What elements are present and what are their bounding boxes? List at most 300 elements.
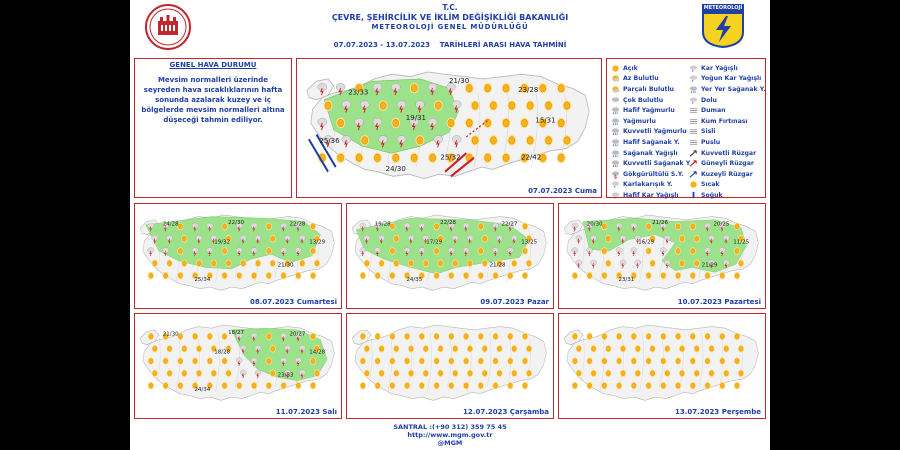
legend-item (689, 190, 766, 201)
sun-icon (705, 382, 711, 390)
sun-icon (310, 382, 316, 390)
sun-icon (719, 272, 725, 280)
smoke-icon (689, 106, 698, 115)
sun-icon (690, 272, 696, 280)
legend-label: Yer Yer Sağanak Y. (701, 85, 766, 93)
sun-icon (660, 272, 666, 280)
sun-icon (423, 345, 429, 353)
sun-icon (148, 357, 154, 365)
sun-icon (375, 382, 381, 390)
sun-icon (281, 272, 287, 280)
sun-icon (463, 382, 469, 390)
sun-icon (587, 272, 593, 280)
legend-label: Kuvvetli Rüzgar (701, 149, 757, 157)
sun-icon (266, 223, 272, 231)
general-weather-title: GENEL HAVA DURUMU (169, 61, 257, 69)
sandstorm-icon (689, 117, 698, 126)
sun-icon (646, 223, 652, 231)
temperature-label: 16/29 (638, 239, 655, 246)
legend-item (689, 116, 766, 127)
sun-icon (270, 370, 276, 378)
legend-label: Dolu (701, 96, 717, 104)
sun-icon (434, 100, 443, 111)
footer-handle: @MGM (437, 439, 463, 447)
sun-icon (616, 357, 622, 365)
sun-icon (355, 152, 364, 163)
svg-text:*: * (691, 79, 694, 84)
sun-icon (601, 382, 607, 390)
sun-icon (502, 152, 511, 163)
sun-icon (408, 370, 414, 378)
legend-label: Kuvvetli Sağanak Y (623, 160, 691, 168)
sun-icon (478, 357, 484, 365)
sun-icon (734, 357, 740, 365)
sun-icon (167, 345, 173, 353)
legend-label: Güneyli Rüzgar (701, 160, 754, 168)
legend-label: Sağanak Yağışlı (623, 149, 678, 157)
sun-icon (419, 357, 425, 365)
sun-icon (576, 370, 582, 378)
temperature-label: 22/30 (228, 219, 244, 226)
sun-icon (152, 370, 158, 378)
sun-icon (675, 247, 681, 255)
sun-icon (646, 272, 652, 280)
sun-icon (483, 118, 492, 129)
sun-icon (734, 247, 740, 255)
legend-item (689, 63, 766, 74)
hail-icon (689, 96, 698, 105)
sun-icon (660, 357, 666, 365)
sun-icon (631, 357, 637, 365)
legend-item (689, 180, 766, 191)
sun-icon (493, 333, 499, 341)
forecast-map-day-6 (346, 313, 554, 419)
panel-date: 13.07.2023 Perşembe (674, 408, 761, 416)
sun-icon (694, 370, 700, 378)
header-directorate: METEOROLOJİ GENEL MÜDÜRLÜĞÜ (371, 23, 529, 31)
temperature-label: 11/25 (733, 239, 750, 246)
svg-text:*: * (613, 196, 616, 200)
sun-icon (364, 260, 370, 268)
sun-icon (434, 382, 440, 390)
sun-icon (255, 260, 261, 268)
sun-icon (360, 333, 366, 341)
temperature-label: 20/30 (586, 221, 603, 228)
scattered-shower-icon (689, 85, 698, 94)
sun-icon (620, 370, 626, 378)
temperature-label: 24/28 (162, 221, 179, 228)
sun-icon (404, 357, 410, 365)
sun-icon (310, 247, 316, 255)
legend-label: Karlakarışık Y. (623, 181, 673, 189)
sun-icon (719, 333, 725, 341)
sun-icon (393, 235, 399, 243)
panel-date: 07.07.2023 Cuma (528, 187, 597, 195)
sun-icon (364, 370, 370, 378)
legend-label: Yoğun Kar Yağışlı (701, 75, 762, 83)
sun-icon (226, 370, 232, 378)
sun-icon (438, 260, 444, 268)
sun-icon (690, 382, 696, 390)
sun-icon (675, 333, 681, 341)
sun-icon (478, 333, 484, 341)
panel-date: 09.07.2023 Pazar (480, 298, 549, 306)
temperature-label: 24/30 (385, 165, 406, 174)
temperature-label: 19/32 (214, 239, 231, 246)
sun-icon (360, 357, 366, 365)
sun-icon (690, 247, 696, 255)
sun-icon (393, 345, 399, 353)
sun-icon (563, 100, 572, 111)
sun-icon (646, 382, 652, 390)
legend-item (689, 127, 766, 138)
temperature-label: 25/34 (194, 277, 211, 284)
legend-label: Soğuk (701, 191, 723, 199)
sun-icon (679, 260, 685, 268)
sun-icon (719, 382, 725, 390)
sun-icon (419, 382, 425, 390)
temperature-label: 21/26 (652, 219, 668, 226)
sun-icon (511, 345, 517, 353)
rain-icon (611, 117, 620, 126)
legend-item (611, 63, 690, 74)
legend-box (606, 58, 766, 198)
temperature-label: 21/29 (701, 262, 718, 269)
general-weather-text: Mevsim normalleri üzerinde seyreden hava sıcaklıklarının hafta sonunda azalarak kuzey ve iç bölgelerde mevsim normalleri altına düşeceği tahmin ediliyor. (141, 76, 285, 124)
temperature-label: 21/30 (449, 76, 470, 85)
sun-icon (471, 100, 480, 111)
temperature-label: 22/42 (521, 153, 542, 162)
legend-item (611, 148, 690, 159)
sun-icon (572, 272, 578, 280)
sun-icon (605, 370, 611, 378)
sun-icon (489, 135, 498, 146)
sun-icon (526, 345, 532, 353)
sun-icon (452, 260, 458, 268)
sun-icon (163, 382, 169, 390)
sun-icon (207, 357, 213, 365)
sun-icon (434, 357, 440, 365)
sun-icon (391, 152, 400, 163)
sun-icon (177, 247, 183, 255)
sun-icon (163, 272, 169, 280)
legend-label: Parçalı Bulutlu (623, 85, 674, 93)
clear-sun-icon (611, 64, 620, 73)
svg-text:*: * (613, 185, 616, 190)
sun-icon (452, 345, 458, 353)
sun-icon (734, 272, 740, 280)
sun-icon (694, 260, 700, 268)
sun-icon (222, 333, 228, 341)
sun-icon (557, 152, 566, 163)
sun-icon (526, 370, 532, 378)
sun-icon (507, 272, 513, 280)
footer-phone: SANTRAL :(+90 312) 359 75 45 (393, 423, 507, 431)
sun-icon (448, 382, 454, 390)
sun-icon (467, 370, 473, 378)
sun-icon (310, 333, 316, 341)
sun-icon (379, 100, 388, 111)
sun-icon (478, 272, 484, 280)
sun-icon (434, 272, 440, 280)
sun-icon (423, 260, 429, 268)
sun-icon (266, 357, 272, 365)
sun-icon (148, 333, 154, 341)
sun-icon (522, 357, 528, 365)
legend-item (611, 95, 690, 106)
sun-icon (572, 333, 578, 341)
temperature-label: 18/28 (214, 349, 231, 356)
sun-icon (236, 382, 242, 390)
sun-icon (419, 333, 425, 341)
legend-label: Az Bulutlu (623, 75, 659, 83)
sun-icon (631, 382, 637, 390)
sun-icon (270, 235, 276, 243)
svg-text:*: * (691, 101, 694, 105)
sun-icon (738, 345, 744, 353)
legend-label: Kuzeyli Rüzgar (701, 170, 753, 178)
sun-icon (616, 382, 622, 390)
temperature-label: 19/31 (405, 114, 426, 123)
sun-icon (482, 260, 488, 268)
sun-icon (544, 100, 553, 111)
sun-icon (690, 223, 696, 231)
sun-icon (428, 152, 437, 163)
sun-icon (226, 260, 232, 268)
sun-icon (196, 260, 202, 268)
temperature-label: 22/27 (501, 221, 518, 228)
sun-icon (605, 260, 611, 268)
sun-icon (336, 118, 345, 129)
sun-icon (708, 345, 714, 353)
sun-icon (167, 260, 173, 268)
sun-icon (251, 382, 257, 390)
header-date-range: 07.07.2023 - 13.07.2023 (333, 41, 430, 49)
sun-icon (587, 333, 593, 341)
footer-website: http://www.mgm.gov.tr (407, 431, 493, 439)
sun-icon (522, 333, 528, 341)
sun-icon (379, 260, 385, 268)
snow-icon (689, 64, 698, 73)
sun-icon (587, 357, 593, 365)
sun-icon (520, 118, 529, 129)
forecast-map-day-5 (134, 313, 342, 419)
sun-icon (664, 345, 670, 353)
sun-icon (379, 345, 385, 353)
sun-icon (404, 333, 410, 341)
sun-icon (605, 345, 611, 353)
sun-icon (360, 382, 366, 390)
legend-item (611, 190, 690, 201)
turkey-map (347, 204, 553, 308)
south-wind-icon (689, 159, 698, 168)
temperature-label: 22/28 (289, 221, 306, 228)
temperature-label: 25/32 (440, 153, 461, 162)
header-tc: T.C. (442, 3, 458, 12)
sun-icon (734, 382, 740, 390)
turkey-map (559, 204, 765, 308)
temperature-label: 20/25 (713, 221, 730, 228)
sun-icon (511, 370, 517, 378)
sun-icon (310, 272, 316, 280)
legend-item (611, 105, 690, 116)
sun-icon (447, 118, 456, 129)
sun-icon (360, 135, 369, 146)
mgm-logo-text: METEOROLOJİ (703, 5, 743, 11)
temperature-label: 18/27 (228, 329, 244, 336)
legend-label: Kuvvetli Yağmurlu (623, 128, 687, 136)
panel-date: 08.07.2023 Cumartesi (250, 298, 337, 306)
temperature-label: 25/36 (319, 137, 340, 146)
temperature-label: 23/31 (618, 277, 635, 284)
sun-icon (310, 357, 316, 365)
sun-icon (375, 272, 381, 280)
legend-label: Açık (623, 64, 638, 72)
header-subtitle: TARİHLERİ ARASI HAVA TAHMİNİ (439, 41, 567, 49)
sun-icon (738, 370, 744, 378)
sun-icon (660, 333, 666, 341)
sun-icon (478, 223, 484, 231)
sun-icon (723, 345, 729, 353)
sun-icon (448, 357, 454, 365)
sun-icon (448, 333, 454, 341)
sun-icon (211, 260, 217, 268)
sun-icon (270, 260, 276, 268)
temperature-label: 23/33 (348, 88, 369, 97)
sun-icon (211, 370, 217, 378)
sun-icon (526, 135, 535, 146)
temperature-label: 17/29 (426, 239, 443, 246)
sun-icon (163, 357, 169, 365)
turkey-map (135, 204, 341, 308)
sun-icon (192, 333, 198, 341)
sun-icon (310, 223, 316, 231)
sun-icon (404, 382, 410, 390)
legend-item (689, 148, 766, 159)
sun-icon (538, 83, 547, 94)
legend-item (689, 105, 766, 116)
sun-icon (544, 135, 553, 146)
fog-icon (689, 127, 698, 136)
legend-label: Puslu (701, 138, 721, 146)
sun-icon (522, 247, 528, 255)
sun-icon (705, 333, 711, 341)
sun-icon (563, 135, 572, 146)
light-snow-icon (611, 191, 620, 200)
sun-icon (266, 382, 272, 390)
light-shower-icon (611, 138, 620, 147)
sun-icon (196, 370, 202, 378)
sun-icon (650, 260, 656, 268)
sun-icon (177, 272, 183, 280)
sun-icon (389, 382, 395, 390)
sun-icon (557, 83, 566, 94)
sun-icon (507, 382, 513, 390)
sun-icon (463, 333, 469, 341)
legend-label: Hafif Kar Yağışlı (623, 191, 679, 199)
sun-icon (511, 260, 517, 268)
temperature-label: 21/30 (277, 262, 294, 269)
few-clouds-icon (611, 74, 620, 83)
sun-icon (152, 345, 158, 353)
sun-icon (591, 345, 597, 353)
sun-icon (631, 333, 637, 341)
light-rain-icon (611, 106, 620, 115)
sun-icon (507, 357, 513, 365)
sun-icon (734, 223, 740, 231)
svg-text:*: * (691, 69, 694, 73)
sun-icon (483, 152, 492, 163)
thunderstorm-icon (611, 170, 620, 179)
header-date-line (130, 41, 770, 50)
sun-icon (375, 333, 381, 341)
sun-icon (375, 357, 381, 365)
sun-icon (448, 272, 454, 280)
sun-icon (478, 382, 484, 390)
sun-icon (679, 345, 685, 353)
partly-cloudy-icon (611, 85, 620, 94)
turkey-map (347, 314, 553, 418)
sun-icon (471, 135, 480, 146)
sun-icon (679, 235, 685, 243)
legend-label: Çok Bulutlu (623, 96, 664, 104)
sun-icon (148, 382, 154, 390)
temperature-label: 23/33 (277, 372, 294, 379)
legend-item (689, 169, 766, 180)
temperature-label: 24/34 (194, 387, 211, 394)
sun-icon (389, 357, 395, 365)
legend-label: Kar Yağışlı (701, 64, 738, 72)
legend-item (611, 116, 690, 127)
sun-icon (314, 370, 320, 378)
general-weather-box (134, 58, 292, 198)
legend-item (611, 169, 690, 180)
legend-column-left (611, 63, 690, 201)
sun-icon (281, 382, 287, 390)
sun-icon (738, 260, 744, 268)
sun-icon (266, 333, 272, 341)
sun-icon (266, 272, 272, 280)
panel-date: 11.07.2023 Salı (275, 408, 337, 416)
sun-icon (601, 247, 607, 255)
sun-icon (482, 235, 488, 243)
temperature-label: 20/27 (289, 331, 306, 338)
sun-icon (389, 333, 395, 341)
sun-icon (719, 357, 725, 365)
sun-icon (723, 370, 729, 378)
sun-icon (572, 382, 578, 390)
sun-icon (616, 333, 622, 341)
legend-label: Duman (701, 107, 726, 115)
sun-icon (423, 370, 429, 378)
sun-icon (635, 345, 641, 353)
sun-icon (222, 223, 228, 231)
sun-icon (181, 370, 187, 378)
sun-icon (167, 370, 173, 378)
legend-label: Sisli (701, 128, 716, 136)
sun-icon (177, 357, 183, 365)
sun-icon (434, 223, 440, 231)
sun-icon (526, 260, 532, 268)
heavy-shower-icon (611, 159, 620, 168)
sun-icon (572, 357, 578, 365)
legend-item (611, 180, 690, 191)
sun-icon (181, 260, 187, 268)
turkey-map (559, 314, 765, 418)
turkey-map (297, 59, 601, 197)
header-ministry: ÇEVRE, ŞEHİRCİLİK VE İKLİM DEĞİŞİKLİĞİ BAKANLIĞI (331, 13, 569, 22)
sun-icon (708, 370, 714, 378)
